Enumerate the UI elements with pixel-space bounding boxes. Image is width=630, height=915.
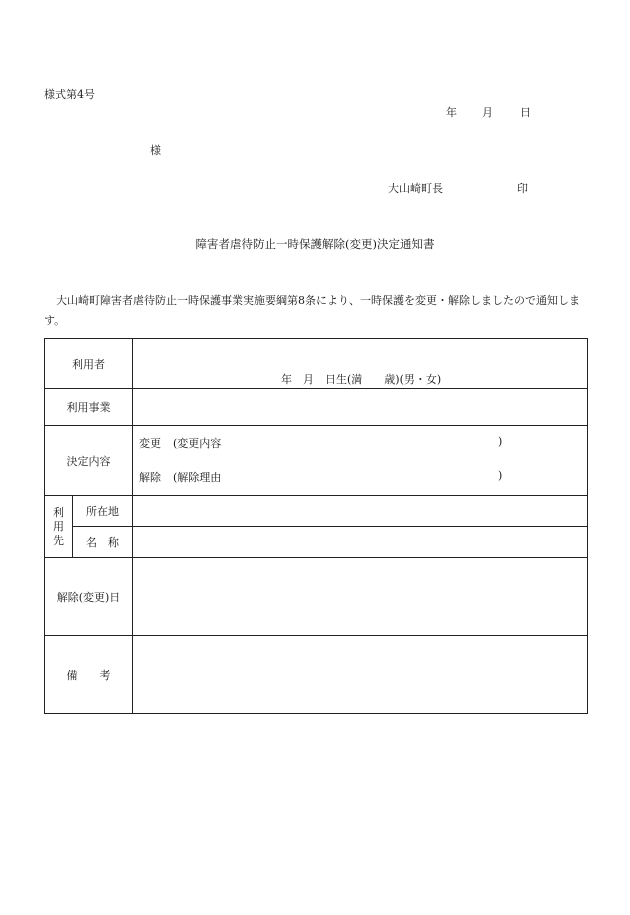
address-label: 所在地 xyxy=(73,496,133,527)
remarks-label: 備 考 xyxy=(45,636,133,714)
change-close: ) xyxy=(498,435,503,448)
destination-label-char-3: 先 xyxy=(53,533,64,547)
change-label: 変更 xyxy=(139,437,161,450)
table-row-decision xyxy=(45,426,588,496)
decision-label: 決定内容 xyxy=(45,426,133,496)
date-field[interactable] xyxy=(133,558,588,636)
destination-label-char-1: 利 xyxy=(53,505,64,519)
seal-mark: 印 xyxy=(517,182,528,195)
user-field[interactable] xyxy=(133,339,588,389)
notification-table xyxy=(44,338,588,714)
destination-label-char-2: 用 xyxy=(53,519,64,533)
table-row-date xyxy=(45,558,588,636)
birth-line: 年 月 日生(満 歳)(男・女) xyxy=(281,373,442,386)
service-label: 利用事業 xyxy=(45,389,133,426)
table-row-address xyxy=(45,496,588,527)
table-row-service xyxy=(45,389,588,426)
release-detail: (解除理由 xyxy=(173,471,222,484)
table-row-remarks xyxy=(45,636,588,714)
remarks-field[interactable] xyxy=(133,636,588,714)
date-year: 年 xyxy=(446,106,457,119)
service-field[interactable] xyxy=(133,389,588,426)
body-text: 大山崎町障害者虐待防止一時保護事業実施要綱第8条により、一時保護を変更・解除しましたので通知します。 xyxy=(44,294,580,327)
issuer-name: 大山崎町長 xyxy=(388,182,443,195)
date-label: 解除(変更)日 xyxy=(45,558,133,636)
form-number: 様式第4号 xyxy=(44,88,95,101)
decision-field[interactable] xyxy=(133,426,588,496)
date-line xyxy=(446,104,531,120)
addressee-suffix: 様 xyxy=(150,144,161,157)
release-label: 解除 xyxy=(139,471,161,484)
user-label: 利用者 xyxy=(45,339,133,389)
release-close: ) xyxy=(498,469,503,482)
name-field[interactable] xyxy=(133,527,588,558)
table-row-name xyxy=(45,527,588,558)
change-detail: (変更内容 xyxy=(173,437,222,450)
document-title: 障害者虐待防止一時保護解除(変更)決定通知書 xyxy=(195,237,435,251)
date-day: 日 xyxy=(520,106,531,119)
table-row-user xyxy=(45,339,588,389)
name-label: 名 称 xyxy=(73,527,133,558)
address-field[interactable] xyxy=(133,496,588,527)
date-month: 月 xyxy=(482,106,493,119)
destination-label xyxy=(45,496,73,558)
